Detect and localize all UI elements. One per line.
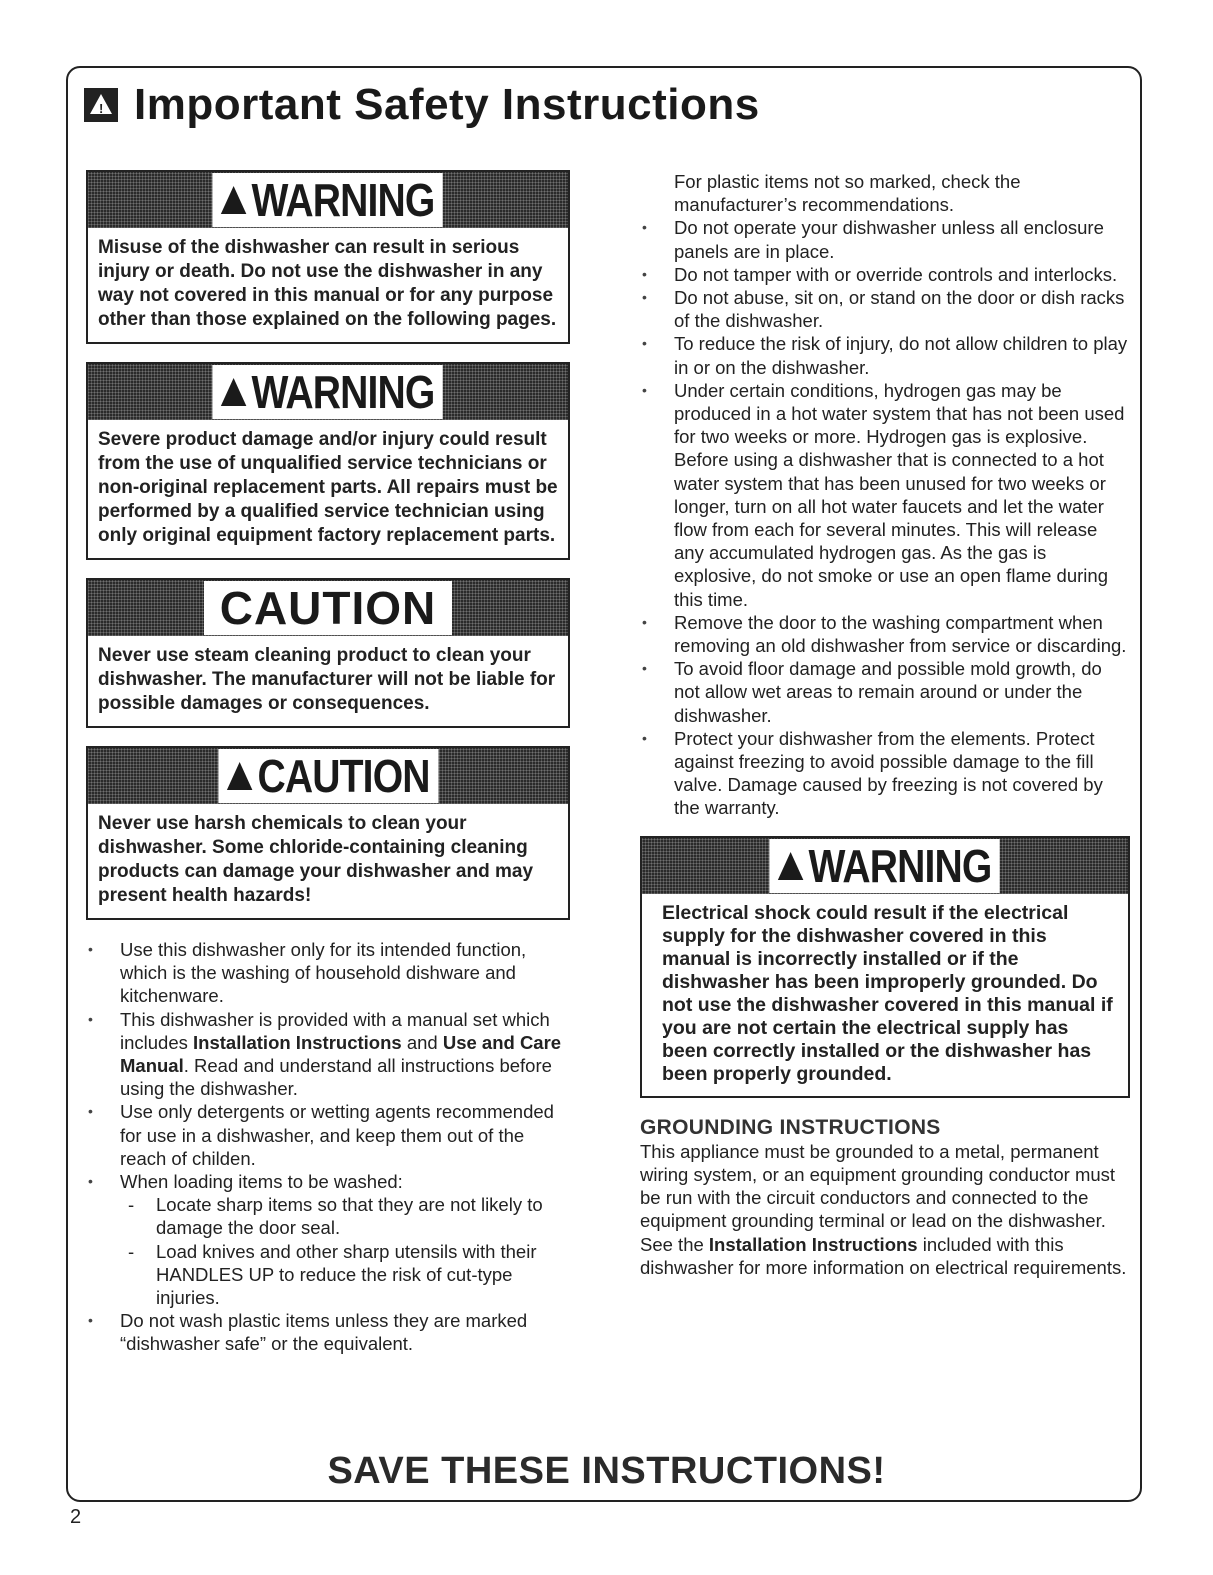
list-item: • To reduce the risk of injury, do not allow children to play in or on the dishwasher. — [640, 332, 1130, 378]
warning-header — [88, 364, 568, 420]
warning-label: WARNING — [251, 366, 435, 418]
sub-list — [120, 1193, 570, 1309]
sub-list-item: - Load knives and other sharp utensils with their HANDLES UP to reduce the risk of cut-type injuries. — [120, 1240, 570, 1310]
grounding-heading: GROUNDING INSTRUCTIONS — [640, 1115, 941, 1139]
warning-header — [642, 838, 1128, 894]
list-item: • This dishwasher is provided with a manual set which includes Installation Instructions and Use and Care Manual. Read and understand all instructions before using the dishwasher. — [86, 1008, 570, 1101]
alert-triangle-icon — [227, 762, 253, 790]
list-item: • Use this dishwasher only for its intended function, which is the washing of household dishware and kitchenware. — [86, 938, 570, 1008]
warning-text: Misuse of the dishwasher can result in serious injury or death. Do not use the dishwasher in any way not covered in this manual or for any purpose other than those explained on the following pages. — [98, 237, 557, 330]
caution-label: CAUTION — [219, 582, 437, 634]
page-title-text: Important Safety Instructions — [134, 80, 760, 129]
list-item: • Do not operate your dishwasher unless all enclosure panels are in place. — [640, 216, 1130, 262]
warning-box-repairs — [86, 362, 570, 560]
list-item: • Do not tamper with or override controls and interlocks. — [640, 263, 1130, 286]
caution-label: CAUTION — [257, 750, 430, 802]
alert-triangle-icon — [221, 378, 247, 406]
list-item: • Use only detergents or wetting agents recommended for use in a dishwasher, and keep them out of the reach of childen. — [86, 1100, 570, 1170]
grounding-text: This appliance must be grounded to a metal, permanent wiring system, or an equipment grounding conductor must be run with the circuit conductors and connected to the equipment grounding terminal or lead on the dishwasher. See the Installation Instructions included with this dishwasher for more information on electrical requirements. — [640, 1140, 1127, 1278]
caution-text: Never use harsh chemicals to clean your dishwasher. Some chloride-containing cleaning products can damage your dishwasher and may present health hazards! — [98, 813, 534, 906]
left-bullet-list — [86, 938, 570, 1356]
warning-box-electrical — [640, 836, 1130, 1098]
alert-triangle-icon — [221, 186, 247, 214]
sub-list-item: - Locate sharp items so that they are not likely to damage the door seal. — [120, 1193, 570, 1239]
warning-box-misuse — [86, 170, 570, 344]
list-item: • Under certain conditions, hydrogen gas may be produced in a hot water system that has not been used for two weeks or more. Hydrogen gas is explosive. Before using a dishwasher that is connected to a hot water system that has been unused for two weeks or longer, turn on all hot water faucets and let the water flow from each for several minutes. This will release any accumulated hydrogen gas. As the gas is explosive, do not smoke or use an open flame during this time. — [640, 379, 1130, 611]
caution-text: Never use steam cleaning product to clean your dishwasher. The manufacturer will not be liable for possible damages or consequences. — [98, 645, 556, 714]
warning-label: WARNING — [251, 174, 435, 226]
warning-text: Severe product damage and/or injury could result from the use of unqualified service technicians or non-original replacement parts. All repairs must be performed by a qualified service technician using only original equipment factory replacement parts. — [98, 429, 558, 546]
plastic-items-note: For plastic items not so marked, check the manufacturer’s recommendations. — [674, 171, 1021, 216]
warning-text: Electrical shock could result if the electrical supply for the dishwasher covered in this manual is incorrectly installed or if the dishwasher has been improperly grounded. Do not use the dishwasher covered in this manual if you are not certain the electrical supply has been correctly installed or the dishwasher has been properly grounded. — [662, 901, 1113, 1085]
right-bullet-list — [640, 216, 1130, 819]
caution-box-chemicals — [86, 746, 570, 920]
list-item: • To avoid floor damage and possible mold growth, do not allow wet areas to remain around or under the dishwasher. — [640, 657, 1130, 727]
list-item: • Do not abuse, sit on, or stand on the door or dish racks of the dishwasher. — [640, 286, 1130, 332]
warning-header — [88, 172, 568, 228]
page-number: 2 — [70, 1506, 82, 1528]
right-column — [640, 170, 1130, 1279]
safety-alert-icon: ! — [84, 88, 118, 122]
alert-triangle-icon — [778, 852, 804, 880]
warning-label: WARNING — [808, 839, 992, 892]
caution-header — [88, 580, 568, 636]
list-item: • Remove the door to the washing compartment when removing an old dishwasher from service or discarding. — [640, 611, 1130, 657]
save-instructions-banner: SAVE THESE INSTRUCTIONS! — [327, 1450, 886, 1492]
page-title — [84, 80, 760, 130]
list-item: • When loading items to be washed: - Locate sharp items so that they are not likely to damage the door seal. - Load knives and other sharp utensils with their HANDLES UP to reduce the risk of cut-type injuries. — [86, 1170, 570, 1309]
list-item: • Protect your dishwasher from the elements. Protect against freezing to avoid possible damage to the fill valve. Damage caused by freezing is not covered by the warranty. — [640, 727, 1130, 820]
left-column — [86, 170, 570, 1356]
caution-box-steam — [86, 578, 570, 728]
list-item: • Do not wash plastic items unless they are marked “dishwasher safe” or the equivalent. — [86, 1309, 570, 1355]
caution-header — [88, 748, 568, 804]
